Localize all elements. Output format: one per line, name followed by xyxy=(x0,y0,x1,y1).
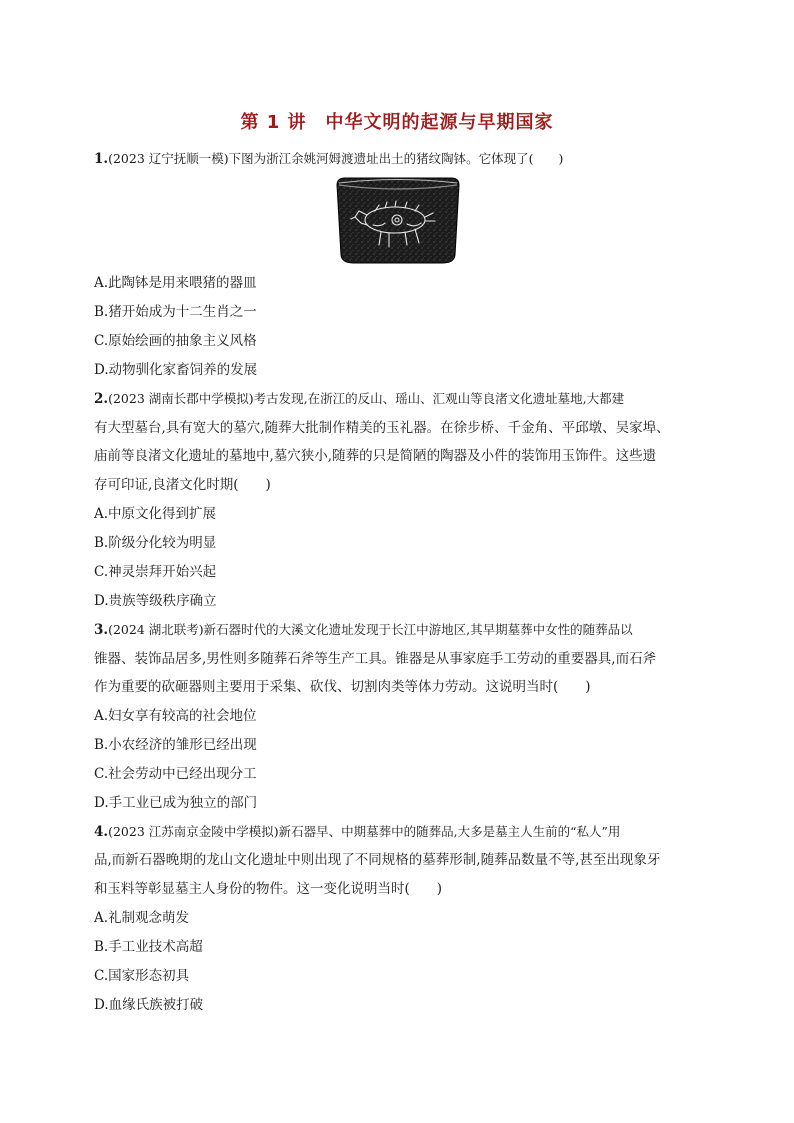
option: D.血缘氏族被打破 xyxy=(94,997,204,1013)
option: D.手工业已成为独立的部门 xyxy=(94,795,258,811)
question-text-line: 作为重要的砍砸器则主要用于采集、砍伐、切割肉类等体力劳动。这说明当时( ) xyxy=(94,679,591,695)
option: A.礼制观念萌发 xyxy=(94,910,190,926)
question-text: (2023 江苏南京金陵中学模拟)新石器早、中期墓葬中的随葬品,大多是墓主人生前的“私人”用 xyxy=(108,824,621,839)
option: C.神灵崇拜开始兴起 xyxy=(94,564,217,580)
option: B.阶级分化较为明显 xyxy=(94,535,217,551)
question-text: (2024 湖北联考)新石器时代的大溪文化遗址发现于长江中游地区,其早期墓葬中女性的随葬品以 xyxy=(108,622,633,637)
question-number: 1. xyxy=(94,151,109,167)
option: C.原始绘画的抽象主义风格 xyxy=(94,333,257,349)
page-title: 第 1 讲 中华文明的起源与早期国家 xyxy=(240,112,554,133)
question-number: 2. xyxy=(94,391,109,407)
option: D.动物驯化家畜饲养的发展 xyxy=(94,362,258,378)
option: B.小农经济的雏形已经出现 xyxy=(94,737,257,753)
option: A.中原文化得到扩展 xyxy=(94,506,217,522)
question-text: (2023 辽宁抚顺一模)下图为浙江余姚河姆渡遗址出土的猪纹陶钵。它体现了( ) xyxy=(108,151,564,166)
question-text-line: 庙前等良渚文化遗址的墓地中,墓穴狭小,随葬的只是简陋的陶器及小件的装饰用玉饰件。这些遗 xyxy=(94,448,657,464)
option: C.国家形态初具 xyxy=(94,968,190,984)
option: C.社会劳动中已经出现分工 xyxy=(94,766,257,782)
question-3-stem xyxy=(94,620,633,640)
question-text-line: 有大型墓台,具有宽大的墓穴,随葬大批制作精美的玉礼器。在徐步桥、千金角、平邱墩、吴家埠、 xyxy=(94,420,670,436)
question-text: (2023 湖南长郡中学模拟)考古发现,在浙江的反山、瑶山、汇观山等良渚文化遗址墓地,大都建 xyxy=(108,391,625,406)
question-text-line: 锥器、装饰品居多,男性则多随葬石斧等生产工具。锥器是从事家庭手工劳动的重要器具,而石斧 xyxy=(94,651,657,667)
option: A.妇女享有较高的社会地位 xyxy=(94,708,257,724)
question-2-stem xyxy=(94,389,624,409)
pig-pattern-pottery-bowl-image xyxy=(331,175,465,265)
option: B.猪开始成为十二生肖之一 xyxy=(94,304,257,320)
option: D.贵族等级秩序确立 xyxy=(94,593,217,609)
question-text-line: 品,而新石器晚期的龙山文化遗址中则出现了不同规格的墓葬形制,随葬品数量不等,甚至出现象牙 xyxy=(94,852,661,868)
option: B.手工业技术高超 xyxy=(94,939,203,955)
question-4-stem xyxy=(94,822,620,842)
question-text-line: 和玉料等彰显墓主人身份的物件。这一变化说明当时( ) xyxy=(94,881,443,897)
question-1-stem xyxy=(94,149,563,169)
option: A.此陶钵是用来喂猪的器皿 xyxy=(94,275,257,291)
question-number: 4. xyxy=(94,824,109,840)
question-number: 3. xyxy=(94,622,109,638)
question-text-line: 存可印证,良渚文化时期( ) xyxy=(94,477,271,493)
